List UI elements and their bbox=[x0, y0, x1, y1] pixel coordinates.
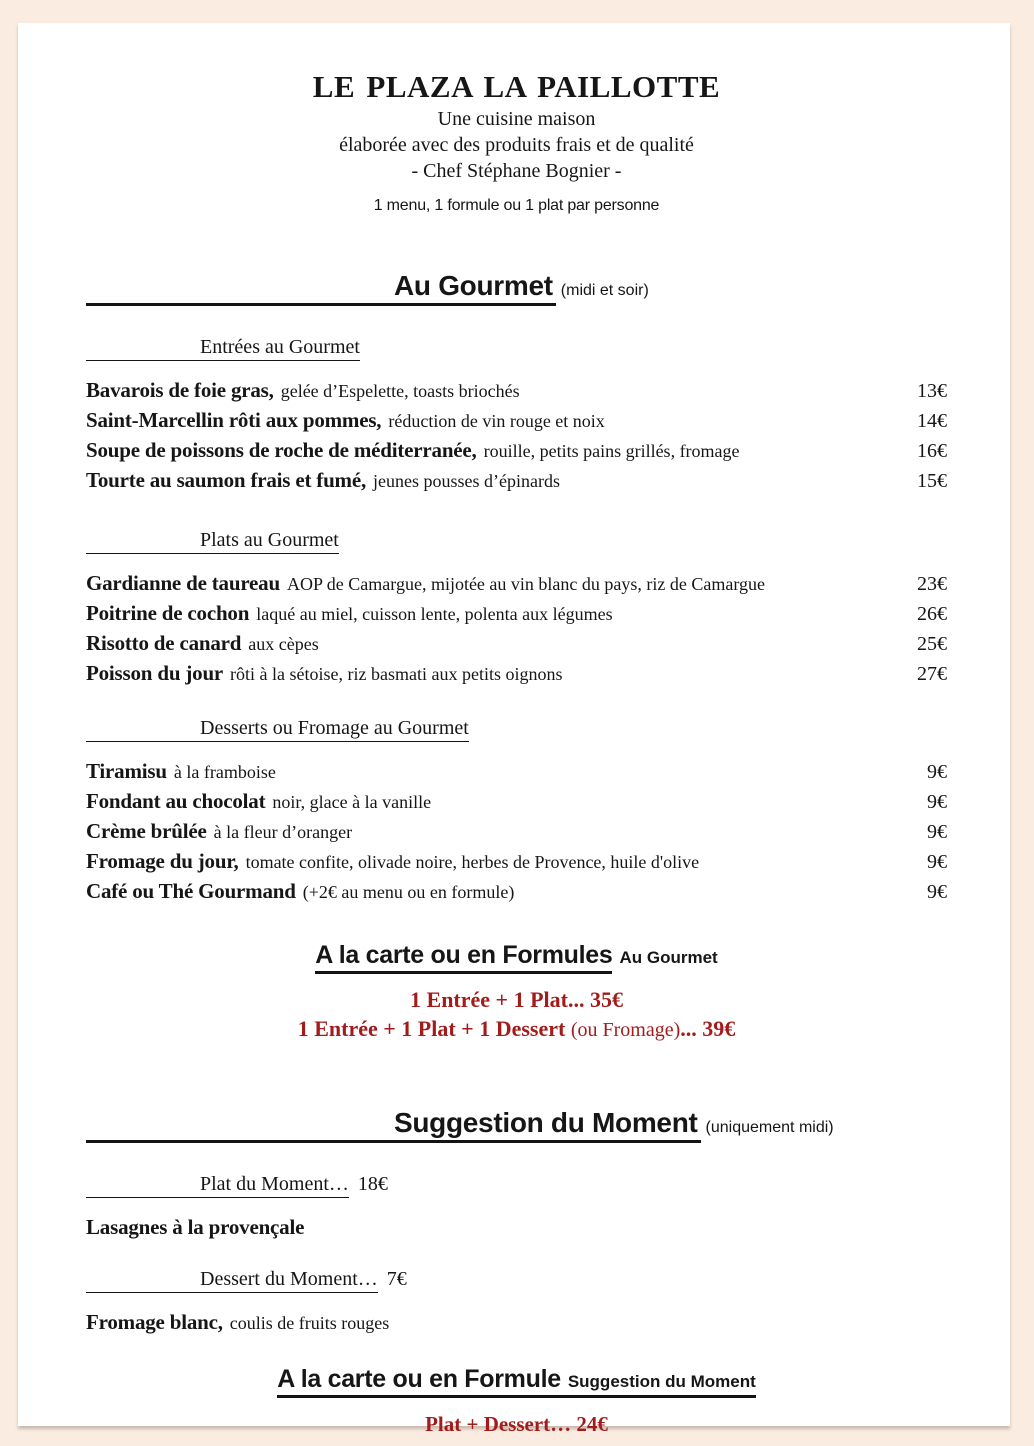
formules-heading-rule bbox=[315, 941, 612, 974]
section-note: (uniquement midi) bbox=[705, 1119, 834, 1136]
subsection-desserts bbox=[86, 717, 947, 742]
item-desc: gelée d’Espelette, toasts briochés bbox=[280, 381, 520, 401]
item-desc: réduction de vin rouge et noix bbox=[388, 411, 605, 431]
item-desc: AOP de Camargue, mijotée au vin blanc du pays, riz de Camargue bbox=[286, 574, 766, 594]
item-name: Tourte au saumon frais et fumé, bbox=[86, 468, 367, 492]
subsection-entrees bbox=[86, 336, 947, 361]
item-name: Poitrine de cochon bbox=[86, 601, 250, 625]
item-price: 26€ bbox=[917, 603, 947, 625]
section-heading-suggestion bbox=[86, 1107, 947, 1143]
menu-item bbox=[86, 466, 947, 496]
item-name: Fondant au chocolat bbox=[86, 789, 266, 813]
menu-item bbox=[86, 599, 947, 629]
item-desc: rôti à la sétoise, riz basmati aux petits oignons bbox=[230, 664, 563, 684]
item-desc: tomate confite, olivade noire, herbes de Provence, huile d'olive bbox=[245, 852, 700, 872]
item-desc: laqué au miel, cuisson lente, polenta aux légumes bbox=[256, 604, 613, 624]
item-name: Fromage du jour, bbox=[86, 849, 239, 873]
section-title: Suggestion du Moment bbox=[394, 1107, 698, 1138]
item-name: Risotto de canard bbox=[86, 631, 242, 655]
formules-gourmet-block bbox=[86, 941, 947, 1045]
formule-line: Plat + Dessert… 24€ bbox=[425, 1412, 608, 1436]
item-desc: coulis de fruits rouges bbox=[229, 1313, 390, 1333]
formule-note: Suggestion du Moment bbox=[567, 1372, 756, 1391]
item-desc: à la framboise bbox=[173, 762, 276, 782]
desserts-list bbox=[86, 757, 947, 907]
menu-item bbox=[86, 406, 947, 436]
item-desc: noir, glace à la vanille bbox=[272, 792, 432, 812]
subsection-title: Plat du Moment… bbox=[200, 1173, 349, 1195]
item-desc: à la fleur d’oranger bbox=[213, 822, 353, 842]
formule-line-2-tail: ... 39€ bbox=[680, 1016, 736, 1041]
item-name: Soupe de poissons de roche de méditerranée, bbox=[86, 438, 477, 462]
item-price: 9€ bbox=[927, 821, 947, 843]
menu-item bbox=[86, 629, 947, 659]
formule-suggestion-block bbox=[86, 1365, 947, 1439]
subsection-plats bbox=[86, 529, 947, 554]
formules-title: A la carte ou en Formules bbox=[315, 941, 613, 969]
item-name: Gardianne de taureau bbox=[86, 571, 280, 595]
item-price: 9€ bbox=[927, 761, 947, 783]
item-desc: (+2€ au menu ou en formule) bbox=[302, 882, 515, 902]
formule-line-2 bbox=[86, 1014, 947, 1045]
section-heading-rule bbox=[86, 1107, 701, 1143]
menu-header bbox=[86, 69, 947, 216]
item-name: Lasagnes à la provençale bbox=[86, 1215, 305, 1239]
subsection-title: Desserts ou Fromage au Gourmet bbox=[200, 717, 469, 739]
item-price: 25€ bbox=[917, 633, 947, 655]
item-name: Bavarois de foie gras, bbox=[86, 378, 274, 402]
subsection-title: Dessert du Moment… bbox=[200, 1268, 378, 1290]
item-price: 16€ bbox=[917, 440, 947, 462]
menu-item bbox=[86, 877, 947, 907]
menu-page bbox=[18, 23, 1010, 1436]
item-price: 9€ bbox=[927, 881, 947, 903]
section-heading-au-gourmet bbox=[86, 270, 947, 306]
dessert-du-moment-item bbox=[86, 1310, 947, 1335]
chef-line: - Chef Stéphane Bognier - bbox=[411, 160, 622, 182]
item-desc: rouille, petits pains grillés, fromage bbox=[483, 441, 740, 461]
plat-du-moment-item bbox=[86, 1215, 947, 1240]
menu-item bbox=[86, 757, 947, 787]
section-title: Au Gourmet bbox=[394, 270, 553, 301]
formules-note: Au Gourmet bbox=[619, 948, 718, 967]
entrees-list bbox=[86, 376, 947, 496]
subsection-rule bbox=[86, 529, 339, 554]
menu-item bbox=[86, 376, 947, 406]
menu-item bbox=[86, 659, 947, 689]
formule-title: A la carte ou en Formule bbox=[277, 1365, 561, 1393]
section-note: (midi et soir) bbox=[560, 282, 649, 299]
subsection-title: Entrées au Gourmet bbox=[200, 336, 360, 358]
menu-item bbox=[86, 817, 947, 847]
formule-line-1: 1 Entrée + 1 Plat... 35€ bbox=[410, 987, 623, 1012]
subsection-rule bbox=[86, 717, 469, 742]
formule-heading-rule bbox=[277, 1365, 756, 1398]
formule-line-2-light: (ou Fromage) bbox=[570, 1019, 681, 1041]
formule-heading-row bbox=[277, 1365, 756, 1398]
subtitle-line-1: Une cuisine maison bbox=[437, 108, 596, 130]
subsection-rule bbox=[86, 1268, 378, 1293]
item-price: 14€ bbox=[917, 410, 947, 432]
restaurant-title: LE PLAZA LA PAILLOTTE bbox=[312, 69, 721, 104]
formule-line-2-bold: 1 Entrée + 1 Plat + 1 Dessert bbox=[297, 1016, 566, 1041]
item-name: Poisson du jour bbox=[86, 661, 224, 685]
menu-item bbox=[86, 787, 947, 817]
plats-list bbox=[86, 569, 947, 689]
item-desc: aux cèpes bbox=[248, 634, 319, 654]
item-price: 9€ bbox=[927, 791, 947, 813]
item-price: 13€ bbox=[917, 380, 947, 402]
item-desc: jeunes pousses d’épinards bbox=[373, 471, 560, 491]
item-name: Fromage blanc, bbox=[86, 1310, 223, 1334]
subsection-price: 7€ bbox=[386, 1268, 407, 1290]
subsection-plat-du-moment bbox=[86, 1173, 947, 1198]
item-name: Café ou Thé Gourmand bbox=[86, 879, 296, 903]
subsection-title: Plats au Gourmet bbox=[200, 529, 339, 551]
item-price: 9€ bbox=[927, 851, 947, 873]
menu-item bbox=[86, 569, 947, 599]
item-price: 15€ bbox=[917, 470, 947, 492]
item-price: 27€ bbox=[917, 663, 947, 685]
menu-item bbox=[86, 436, 947, 466]
item-name: Crème brûlée bbox=[86, 819, 207, 843]
item-price: 23€ bbox=[917, 573, 947, 595]
section-heading-rule bbox=[86, 270, 556, 306]
subsection-rule bbox=[86, 1173, 349, 1198]
menu-notice: 1 menu, 1 formule ou 1 plat par personne bbox=[373, 197, 660, 214]
formules-heading-row bbox=[315, 941, 717, 974]
item-name: Saint-Marcellin rôti aux pommes, bbox=[86, 408, 382, 432]
subsection-price: 18€ bbox=[357, 1173, 388, 1195]
subsection-dessert-du-moment bbox=[86, 1268, 947, 1293]
item-name: Tiramisu bbox=[86, 759, 167, 783]
subtitle-line-2: élaborée avec des produits frais et de qualité bbox=[339, 134, 694, 156]
subsection-rule bbox=[86, 336, 360, 361]
menu-item bbox=[86, 847, 947, 877]
